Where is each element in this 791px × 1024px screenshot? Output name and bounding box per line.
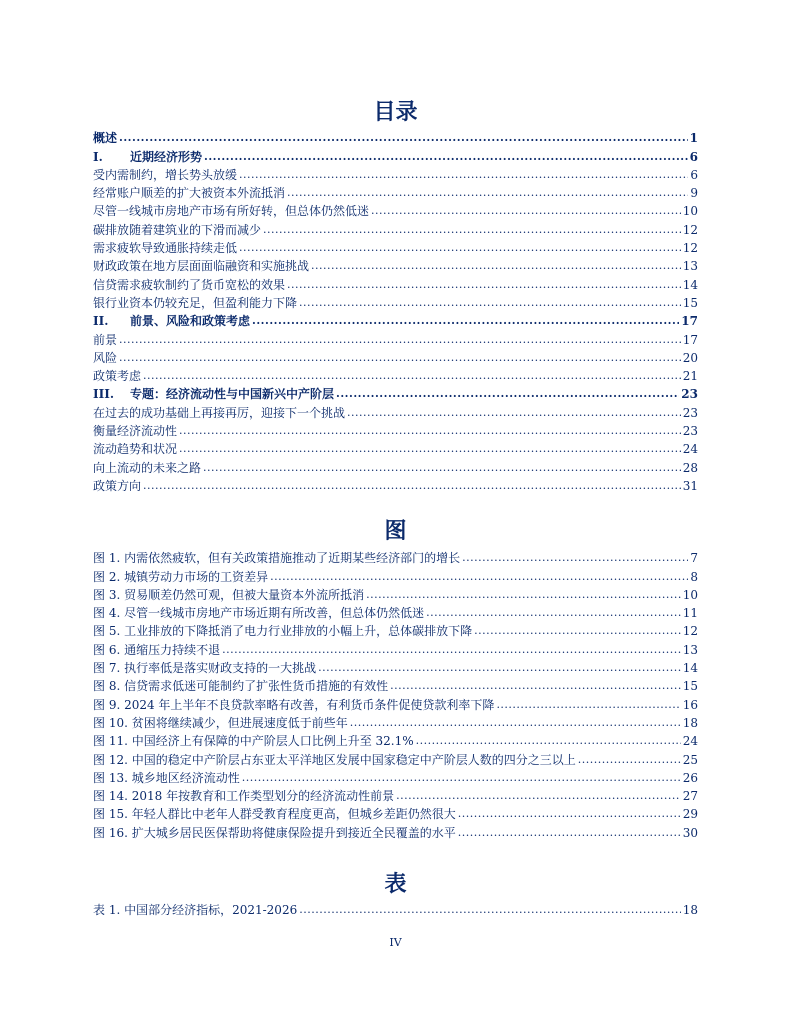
- entry-page-number: 10: [682, 204, 698, 219]
- dot-leader: [318, 662, 681, 676]
- dot-leader: [474, 625, 681, 639]
- entry-title: 信贷需求疲软制约了货币宽松的效果: [93, 277, 286, 292]
- tables-title: 表: [384, 872, 407, 897]
- entry-title: 经常账户顺差的扩大被资本外流抵消: [93, 186, 286, 201]
- entry-title: 图 9. 2024 年上半年不良贷款率略有改善，有利货币条件促使贷款利率下降: [93, 697, 495, 712]
- dot-leader: [119, 132, 688, 146]
- entry-page-number: 7: [690, 551, 698, 566]
- dot-leader: [263, 224, 681, 238]
- entry-title: 图 5. 工业排放的下降抵消了电力行业排放的小幅上升，总体碳排放下降: [93, 624, 473, 639]
- dot-leader: [287, 187, 688, 201]
- entry-page-number: 15: [682, 295, 698, 310]
- entry-number: III.: [93, 387, 115, 402]
- entry-number: I.: [93, 149, 103, 164]
- entry-title: 图 6. 通缩压力持续不退: [93, 642, 221, 657]
- figure-entry[interactable]: [93, 822, 698, 840]
- figure-entry[interactable]: [93, 676, 698, 694]
- entry-title: 图 16. 扩大城乡居民医保帮助将健康保险提升到接近全民覆盖的水平: [93, 825, 456, 840]
- entry-title: 图 4. 尽管一线城市房地产市场近期有所改善，但总体仍然低迷: [93, 606, 425, 621]
- entry-page-number: 9: [690, 186, 698, 201]
- toc-entry[interactable]: [93, 219, 698, 237]
- figure-entry[interactable]: [93, 749, 698, 767]
- entry-page-number: 24: [682, 442, 698, 457]
- dot-leader: [204, 151, 688, 165]
- figure-entry[interactable]: [93, 603, 698, 621]
- dot-leader: [252, 315, 679, 329]
- figure-entry[interactable]: [93, 694, 698, 712]
- toc-entry[interactable]: [93, 293, 698, 311]
- entry-page-number: 24: [682, 734, 698, 749]
- entry-title: 图 12. 中国的稳定中产阶层占东亚太平洋地区发展中国家稳定中产阶层人数的四分之三以上: [93, 752, 576, 767]
- entry-title: 前景: [93, 332, 118, 347]
- entry-title: 图 2. 城镇劳动力市场的工资差异: [93, 569, 269, 584]
- entry-page-number: 16: [682, 697, 698, 712]
- figure-entry[interactable]: [93, 585, 698, 603]
- entry-number: II.: [93, 314, 109, 329]
- dot-leader: [119, 352, 681, 366]
- contents-list: [93, 128, 698, 494]
- dot-leader: [299, 904, 681, 918]
- entry-page-number: 20: [682, 350, 698, 365]
- figure-entry[interactable]: [93, 713, 698, 731]
- dot-leader: [179, 425, 681, 439]
- entry-page-number: 8: [690, 569, 698, 584]
- entry-page-number: 12: [682, 241, 698, 256]
- entry-page-number: 17: [682, 332, 698, 347]
- figure-entry[interactable]: [93, 621, 698, 639]
- figure-entry[interactable]: [93, 548, 698, 566]
- toc-entry[interactable]: [93, 146, 698, 164]
- dot-leader: [242, 772, 681, 786]
- entry-title: 财政政策在地方层面面临融资和实施挑战: [93, 259, 310, 274]
- entry-page-number: 13: [682, 259, 698, 274]
- dot-leader: [458, 808, 681, 822]
- entry-title: 政策方向: [93, 478, 142, 493]
- dot-leader: [350, 717, 681, 731]
- entry-title: 概述: [93, 131, 118, 146]
- entry-title: 专题：经济流动性与中国新兴中产阶层: [130, 387, 335, 402]
- entry-page-number: 18: [682, 903, 698, 918]
- entry-page-number: 23: [681, 387, 698, 402]
- entry-title: 碳排放随着建筑业的下滑而减少: [93, 222, 262, 237]
- entry-page-number: 13: [682, 642, 698, 657]
- toc-entry[interactable]: [93, 402, 698, 420]
- toc-entry[interactable]: [93, 366, 698, 384]
- entry-page-number: 1: [689, 131, 698, 146]
- dot-leader: [287, 279, 681, 293]
- figure-entry[interactable]: [93, 786, 698, 804]
- page-number: IV: [389, 936, 402, 949]
- toc-entry[interactable]: [93, 384, 698, 402]
- entry-page-number: 11: [682, 606, 698, 621]
- entry-title: 政策考虑: [93, 369, 142, 384]
- toc-entry[interactable]: [93, 476, 698, 494]
- entry-title: 银行业资本仍较充足，但盈利能力下降: [93, 295, 298, 310]
- dot-leader: [371, 205, 681, 219]
- entry-page-number: 25: [682, 752, 698, 767]
- dot-leader: [496, 699, 680, 713]
- dot-leader: [336, 388, 679, 402]
- toc-entry[interactable]: [93, 439, 698, 457]
- entry-title: 图 15. 年轻人群比中老年人群受教育程度更高，但城乡差距仍然很大: [93, 807, 456, 822]
- entry-title: 前景、风险和政策考虑: [130, 314, 251, 329]
- dot-leader: [578, 754, 681, 768]
- figure-entry[interactable]: [93, 658, 698, 676]
- toc-entry[interactable]: [93, 348, 698, 366]
- dot-leader: [366, 589, 681, 603]
- entry-title: 尽管一线城市房地产市场有所好转，但总体仍然低迷: [93, 204, 370, 219]
- dot-leader: [239, 169, 688, 183]
- toc-entry[interactable]: [93, 201, 698, 219]
- entry-title: 图 7. 执行率低是落实财政支持的一大挑战: [93, 661, 317, 676]
- entry-title: 向上流动的未来之路: [93, 460, 202, 475]
- entry-page-number: 29: [682, 807, 698, 822]
- toc-entry[interactable]: [93, 165, 698, 183]
- entry-page-number: 28: [682, 460, 698, 475]
- dot-leader: [426, 607, 681, 621]
- entry-title: 在过去的成功基础上再接再厉，迎接下一个挑战: [93, 405, 346, 420]
- dot-leader: [396, 790, 681, 804]
- toc-entry[interactable]: [93, 311, 698, 329]
- entry-page-number: 15: [682, 679, 698, 694]
- entry-page-number: 6: [690, 167, 698, 182]
- entry-title: 图 8. 信贷需求低迷可能制约了扩张性货币措施的有效性: [93, 679, 389, 694]
- toc-entry[interactable]: [93, 274, 698, 292]
- entry-page-number: 17: [681, 314, 698, 329]
- tables-list: [93, 900, 698, 918]
- toc-entry[interactable]: [93, 457, 698, 475]
- entry-page-number: 14: [682, 277, 698, 292]
- entry-page-number: 14: [682, 661, 698, 676]
- entry-page-number: 12: [682, 222, 698, 237]
- entry-title: 图 10. 贫困将继续减少，但进展速度低于前些年: [93, 715, 348, 730]
- entry-page-number: 21: [682, 369, 698, 384]
- entry-page-number: 27: [682, 789, 698, 804]
- dot-leader: [458, 827, 681, 841]
- figure-entry[interactable]: [93, 566, 698, 584]
- dot-leader: [179, 443, 681, 457]
- dot-leader: [143, 480, 681, 494]
- dot-leader: [143, 370, 681, 384]
- toc-entry[interactable]: [93, 238, 698, 256]
- dot-leader: [270, 571, 688, 585]
- entry-page-number: 30: [682, 825, 698, 840]
- toc-entry[interactable]: [93, 183, 698, 201]
- entry-page-number: 10: [682, 587, 698, 602]
- toc-entry[interactable]: [93, 421, 698, 439]
- dot-leader: [311, 260, 681, 274]
- entry-page-number: 6: [689, 149, 698, 164]
- entry-page-number: 23: [682, 424, 698, 439]
- contents-title: 目录: [373, 100, 418, 125]
- entry-title: 受内需制约，增长势头放缓: [93, 167, 238, 182]
- dot-leader: [390, 680, 681, 694]
- toc-entry[interactable]: [93, 329, 698, 347]
- figures-list: [93, 548, 698, 841]
- entry-page-number: 26: [682, 770, 698, 785]
- entry-title: 流动趋势和状况: [93, 442, 178, 457]
- entry-title: 近期经济形势: [130, 149, 203, 164]
- entry-title: 图 1. 内需依然疲软，但有关政策措施推动了近期某些经济部门的增长: [93, 551, 461, 566]
- figures-title: 图: [384, 519, 407, 544]
- dot-leader: [347, 407, 681, 421]
- toc-entry[interactable]: [93, 256, 698, 274]
- entry-title: 图 13. 城乡地区经济流动性: [93, 770, 240, 785]
- table-entry[interactable]: [93, 900, 698, 918]
- entry-title: 表 1. 中国部分经济指标，2021-2026: [93, 903, 298, 918]
- entry-title: 图 14. 2018 年按教育和工作类型划分的经济流动性前景: [93, 789, 395, 804]
- dot-leader: [239, 242, 681, 256]
- figure-entry[interactable]: [93, 768, 698, 786]
- dot-leader: [416, 735, 681, 749]
- entry-title: 需求疲软导致通胀持续走低: [93, 241, 238, 256]
- figure-entry[interactable]: [93, 639, 698, 657]
- entry-page-number: 23: [682, 405, 698, 420]
- dot-leader: [462, 552, 688, 566]
- dot-leader: [203, 462, 681, 476]
- entry-page-number: 31: [682, 478, 698, 493]
- figure-entry[interactable]: [93, 731, 698, 749]
- dot-leader: [299, 297, 681, 311]
- entry-page-number: 12: [682, 624, 698, 639]
- dot-leader: [119, 334, 681, 348]
- entry-page-number: 18: [682, 715, 698, 730]
- entry-title: 图 11. 中国经济上有保障的中产阶层人口比例上升至 32.1%: [93, 734, 414, 749]
- entry-title: 风险: [93, 350, 118, 365]
- toc-entry[interactable]: [93, 128, 698, 146]
- dot-leader: [222, 644, 681, 658]
- figure-entry[interactable]: [93, 804, 698, 822]
- entry-title: 衡量经济流动性: [93, 424, 178, 439]
- entry-title: 图 3. 贸易顺差仍然可观，但被大量资本外流所抵消: [93, 587, 365, 602]
